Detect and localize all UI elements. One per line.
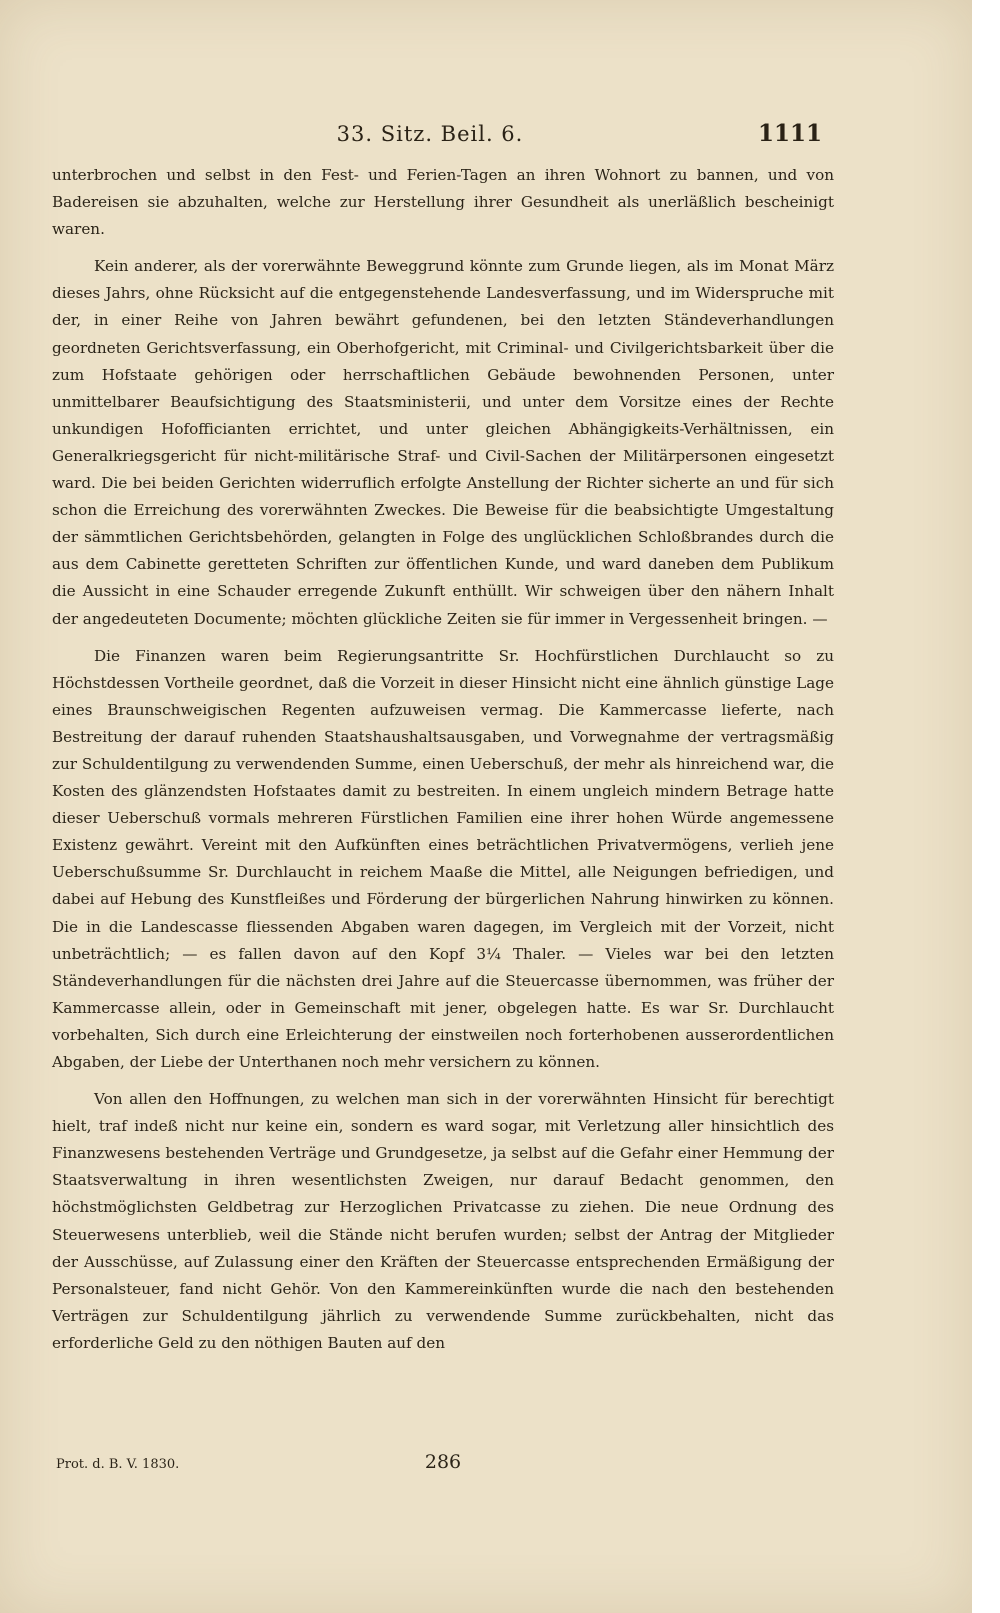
paragraph: Von allen den Hoffnungen, zu welchen man sich in der vorerwähnten Hinsicht für berechtigt hielt, traf indeß nicht nur keine ein, sondern es ward sogar, mit Verletzung aller hinsichtlich des Finanzwesens bestehenden Verträge und Grundgesetze, ja selbst auf die Gefahr einer Hemmung der Staatsverwaltung in ihren wesentlichsten Zweigen, nur darauf Bedacht genommen, den höchstmöglichsten Geldbetrag zur Herzoglichen Privatcasse zu ziehen. Die neue Ordnung des Steuerwesens unterblieb, weil die Stände nicht berufen wurden; selbst der Antrag der Mitglieder der Ausschüsse, auf Zulassung einer den Kräften der Steuercasse entsprechenden Ermäßigung der Personalsteuer, fand nicht Gehör. Von den Kammereinkünften wurde die nach den bestehenden Verträgen zur Schuldentilgung jährlich zu verwendende Summe zurückbehalten, nicht das erforderliche Geld zu den nöthigen Bauten auf den [52,1090,834,1352]
page-footer [52,1451,834,1481]
sheet-number: 286 [424,1451,462,1473]
page-number: 1111 [757,120,822,147]
protocol-reference: Prot. d. B. V. 1830. [56,1457,180,1472]
page-header [0,118,972,158]
paragraph-continuation: unterbrochen und selbst in den Fest- und Ferien-Tagen an ihren Wohnort zu bannen, und von Badereisen sie abzuhalten, welche zur Herstellung ihrer Gesundheit als unerläßlich bescheinigt waren. [52,166,834,239]
running-title: 33. Sitz. Beil. 6. [336,122,524,146]
body-text [52,162,834,1357]
paragraph: Die Finanzen waren beim Regierungsantritte Sr. Hochfürstlichen Durchlaucht so zu Höchstdessen Vortheile geordnet, daß die Vorzeit in dieser Hinsicht nicht eine ähnlich günstige Lage eines Braunschweigischen Regenten aufzuweisen vermag. Die Kammercasse lieferte, nach Bestreitung der darauf ruhenden Staatshaushaltsausgaben, und Vorwegnahme der vertragsmäßig zur Schuldentilgung zu verwendenden Summe, einen Ueberschuß, der mehr als hinreichend war, die Kosten des glänzendsten Hofstaates damit zu bestreiten. In einem ungleich mindern Betrage hatte dieser Ueberschuß vormals mehreren Fürstlichen Familien eine ihrer hohen Würde angemessene Existenz gewährt. Vereint mit den Aufkünften eines beträchtlichen Privatvermögens, verlieh jene Ueberschußsumme Sr. Durchlaucht in reichem Maaße die Mittel, alle Neigungen befriedigen, und dabei auf Hebung des Kunstfleißes und Förderung der bürgerlichen Nahrung hinwirken zu können. Die in die Landescasse fliessenden Abgaben waren dagegen, im Vergleich mit der Vorzeit, nicht unbeträchtlich; — es fallen davon auf den Kopf 3¼ Thaler. — Vieles war bei den letzten Ständeverhandlungen für die nächsten drei Jahre auf die Steuercasse übernommen, was früher der Kammercasse allein, oder in Gemeinschaft mit jener, obgelegen hatte. Es war Sr. Durchlaucht vorbehalten, Sich durch eine Erleichterung der einstweilen noch forterhobenen ausserordentlichen Abgaben, der Liebe der Unterthanen noch mehr versichern zu können. [52,646,834,1071]
paragraph: Kein anderer, als der vorerwähnte Beweggrund könnte zum Grunde liegen, als im Monat März dieses Jahrs, ohne Rücksicht auf die entgegenstehende Landesverfassung, und im Widerspruche mit der, in einer Reihe von Jahren bewährt gefundenen, bei den letzten Ständeverhandlungen geordneten Gerichtsverfassung, ein Oberhofgericht, mit Criminal- und Civilgerichtsbarkeit über die zum Hofstaate gehörigen oder herrschaftlichen Gebäude bewohnenden Personen, unter unmittelbarer Beaufsichtigung des Staatsministerii, und unter dem Vorsitze eines der Rechte unkundigen Hofofficianten errichtet, und unter gleichen Abhängigkeits-Verhältnissen, ein Generalkriegsgericht für nicht-militärische Straf- und Civil-Sachen der Militärpersonen eingesetzt ward. Die bei beiden Gerichten widerruflich erfolgte Anstellung der Richter sicherte an und für sich schon die Erreichung des vorerwähnten Zweckes. Die Beweise für die beabsichtigte Umgestaltung der sämmtlichen Gerichtsbehörden, gelangten in Folge des unglücklichen Schloßbrandes durch die aus dem Cabinette geretteten Schriften zur öffentlichen Kunde, und ward daneben dem Publikum die Aussicht in eine Schauder erregende Zukunft enthüllt. Wir schweigen über den nähern Inhalt der angedeuteten Documente; möchten glückliche Zeiten sie für immer in Vergessenheit bringen. — [52,257,834,628]
